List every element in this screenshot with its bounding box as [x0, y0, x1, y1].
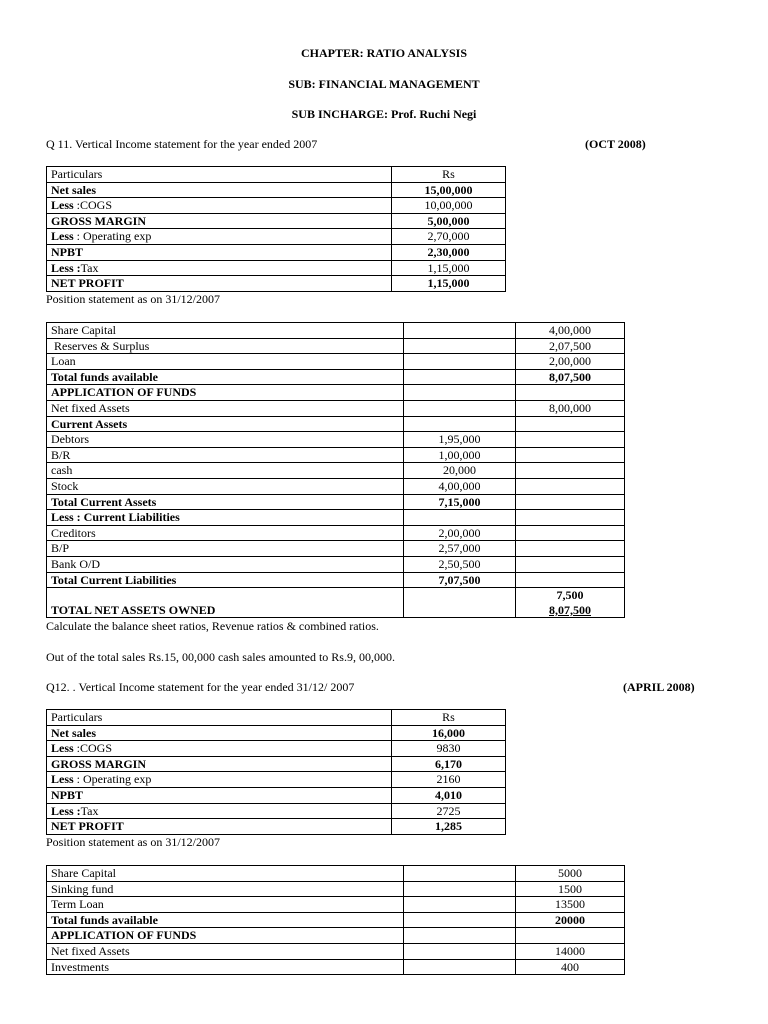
chapter-title: CHAPTER: RATIO ANALYSIS: [300, 46, 468, 60]
net-assets-label: TOTAL NET ASSETS OWNED: [47, 603, 404, 618]
row-value: 2160: [392, 772, 506, 788]
q12-title: Q12. . Vertical Income statement for the year ended 31/12/ 2007: [46, 680, 355, 694]
table-row: [47, 710, 506, 726]
row-mid-value: [404, 385, 516, 401]
row-mid-value: [404, 369, 516, 385]
table-row: [47, 447, 625, 463]
row-label: Total Current Assets: [47, 494, 404, 510]
row-right-value: 8,07,500: [516, 369, 625, 385]
net-assets-value-1: 7,500: [516, 588, 625, 603]
row-mid-value: 2,50,500: [404, 556, 516, 572]
row-mid-value: 1,00,000: [404, 447, 516, 463]
row-right-value: [516, 447, 625, 463]
row-label: Loan: [47, 354, 404, 370]
subject-title: SUB: FINANCIAL MANAGEMENT: [288, 77, 480, 91]
row-label-prefix: Less: [51, 741, 74, 756]
row-label: [47, 741, 392, 757]
row-label: Stock: [47, 478, 404, 494]
row-mid-value: 7,15,000: [404, 494, 516, 510]
row-value: 16,000: [392, 725, 506, 741]
table-row: [47, 338, 625, 354]
row-label: [47, 213, 392, 229]
table-row: [47, 494, 625, 510]
row-label: Bank O/D: [47, 556, 404, 572]
table-row: [47, 741, 506, 757]
table-row: [47, 385, 625, 401]
row-label-text: NPBT: [51, 244, 84, 259]
row-mid-value: [404, 323, 516, 339]
row-label-text: GROSS MARGIN: [51, 756, 147, 771]
table-row: [47, 588, 625, 603]
row-mid-value: 2,00,000: [404, 525, 516, 541]
row-label-text: : Operating exp: [73, 229, 152, 244]
row-value: 1,15,000: [392, 276, 506, 292]
row-label-text: Particulars: [51, 167, 103, 181]
row-value: Rs: [392, 710, 506, 726]
row-value: 1,15,000: [392, 260, 506, 276]
row-label: Total funds available: [47, 369, 404, 385]
row-label: Sinking fund: [47, 881, 404, 897]
q11-instruction-1: Calculate the balance sheet ratios, Revenue ratios & combined ratios.: [46, 619, 379, 633]
row-label: Share Capital: [47, 323, 404, 339]
row-mid-value: 4,00,000: [404, 478, 516, 494]
row-label: B/P: [47, 541, 404, 557]
row-mid-value: [404, 881, 516, 897]
row-label-text: NPBT: [51, 787, 84, 802]
row-label-prefix: Less :: [51, 803, 81, 818]
table-row: [47, 416, 625, 432]
row-value: 6,170: [392, 756, 506, 772]
row-mid-value: 7,07,500: [404, 572, 516, 588]
row-label: Less : Current Liabilities: [47, 510, 404, 526]
table-row: [47, 400, 625, 416]
row-right-value: 4,00,000: [516, 323, 625, 339]
row-label: [47, 167, 392, 183]
table-row: [47, 928, 625, 944]
row-right-value: [516, 572, 625, 588]
table-row: [47, 572, 625, 588]
q11-instruction-2: Out of the total sales Rs.15, 00,000 cash sales amounted to Rs.9, 00,000.: [46, 650, 395, 664]
incharge-title: SUB INCHARGE: Prof. Ruchi Negi: [291, 107, 477, 121]
row-right-value: [516, 463, 625, 479]
table-row: [47, 323, 625, 339]
row-right-value: 2,07,500: [516, 338, 625, 354]
row-value: 4,010: [392, 787, 506, 803]
row-value: Rs: [392, 167, 506, 183]
row-mid-value: [404, 897, 516, 913]
row-right-value: [516, 525, 625, 541]
row-right-value: [516, 478, 625, 494]
row-label-text: : Operating exp: [73, 772, 152, 787]
row-right-value: [516, 556, 625, 572]
row-right-value: 13500: [516, 897, 625, 913]
q11-position-title: Position statement as on 31/12/2007: [46, 292, 220, 306]
row-label: Reserves & Surplus: [47, 338, 404, 354]
row-label-prefix: Less: [51, 198, 74, 213]
row-mid-value: [404, 416, 516, 432]
row-value: 1,285: [392, 819, 506, 835]
table-row: [47, 260, 506, 276]
row-mid-value: 2,57,000: [404, 541, 516, 557]
table-row: [47, 881, 625, 897]
row-right-value: [516, 928, 625, 944]
row-label: Net fixed Assets: [47, 943, 404, 959]
row-label: Debtors: [47, 432, 404, 448]
row-mid-value: [404, 928, 516, 944]
row-label: APPLICATION OF FUNDS: [47, 385, 404, 401]
table-row: [47, 819, 506, 835]
row-right-value: 400: [516, 959, 625, 975]
row-label-prefix: Less :: [51, 260, 81, 275]
row-value: 5,00,000: [392, 213, 506, 229]
row-mid-value: [404, 338, 516, 354]
row-mid-value: 1,95,000: [404, 432, 516, 448]
table-row: [47, 182, 506, 198]
row-label: [47, 819, 392, 835]
table-row: [47, 354, 625, 370]
row-label-text: GROSS MARGIN: [51, 213, 147, 228]
table-row: [47, 943, 625, 959]
row-mid-value: [404, 510, 516, 526]
row-value: 10,00,000: [392, 198, 506, 214]
q12-income-table: [46, 709, 506, 835]
table-row: [47, 463, 625, 479]
table-row: [47, 525, 625, 541]
row-mid-value: 20,000: [404, 463, 516, 479]
row-label: B/R: [47, 447, 404, 463]
row-right-value: [516, 416, 625, 432]
row-label-text: Tax: [80, 260, 99, 275]
table-row: [47, 244, 506, 260]
row-label-text: :COGS: [73, 741, 113, 756]
table-row: [47, 541, 625, 557]
row-label-text: NET PROFIT: [51, 276, 124, 291]
row-label: [47, 725, 392, 741]
row-right-value: 2,00,000: [516, 354, 625, 370]
table-row: [47, 787, 506, 803]
row-mid-value: [404, 866, 516, 882]
table-row: [47, 167, 506, 183]
row-value: 2,30,000: [392, 244, 506, 260]
row-label: [47, 756, 392, 772]
table-row: [47, 556, 625, 572]
row-label: Total Current Liabilities: [47, 572, 404, 588]
row-label: [47, 710, 392, 726]
q11-income-table: [46, 166, 506, 292]
row-label: Investments: [47, 959, 404, 975]
table-row: [47, 912, 625, 928]
row-label: [47, 182, 392, 198]
row-right-value: 5000: [516, 866, 625, 882]
row-right-value: [516, 494, 625, 510]
row-label: Share Capital: [47, 866, 404, 882]
table-row: [47, 510, 625, 526]
row-mid-value: [404, 959, 516, 975]
row-label-text: Net sales: [51, 725, 96, 740]
row-label-text: Net sales: [51, 182, 96, 197]
net-assets-value-2: [516, 603, 625, 618]
table-row: [47, 756, 506, 772]
row-mid-value: [404, 943, 516, 959]
row-value: 15,00,000: [392, 182, 506, 198]
row-label-text: NET PROFIT: [51, 819, 124, 834]
row-value: 2,70,000: [392, 229, 506, 245]
row-label: Term Loan: [47, 897, 404, 913]
row-label: cash: [47, 463, 404, 479]
row-label: [47, 198, 392, 214]
row-label: [47, 772, 392, 788]
row-mid-value: [404, 400, 516, 416]
table-row: [47, 229, 506, 245]
row-right-value: 1500: [516, 881, 625, 897]
row-label: Current Assets: [47, 416, 404, 432]
table-row: [47, 772, 506, 788]
q11-position-table: [46, 322, 625, 618]
row-right-value: [516, 385, 625, 401]
row-value: 9830: [392, 741, 506, 757]
table-row: [47, 478, 625, 494]
row-label: Net fixed Assets: [47, 400, 404, 416]
row-label: APPLICATION OF FUNDS: [47, 928, 404, 944]
row-right-value: [516, 510, 625, 526]
q11-title: Q 11. Vertical Income statement for the year ended 2007: [46, 137, 318, 151]
row-value: 2725: [392, 803, 506, 819]
table-row: [47, 897, 625, 913]
q11-tag: (OCT 2008): [585, 137, 646, 151]
table-row: [47, 959, 625, 975]
row-label: Total funds available: [47, 912, 404, 928]
row-label-text: Tax: [80, 803, 99, 818]
table-row: [47, 725, 506, 741]
table-row: [47, 866, 625, 882]
table-row: [47, 369, 625, 385]
row-label: [47, 276, 392, 292]
row-label-prefix: Less: [51, 229, 74, 244]
table-row: [47, 432, 625, 448]
row-mid-value: [404, 354, 516, 370]
row-right-value: 20000: [516, 912, 625, 928]
table-row: [47, 803, 506, 819]
net-assets-total: 8,07,500: [549, 602, 591, 617]
row-label-prefix: Less: [51, 772, 74, 787]
row-right-value: 8,00,000: [516, 400, 625, 416]
row-label: Creditors: [47, 525, 404, 541]
row-label: [47, 787, 392, 803]
q12-position-table: [46, 865, 625, 975]
q12-tag: (APRIL 2008): [623, 680, 695, 694]
row-right-value: 14000: [516, 943, 625, 959]
row-mid-value: [404, 912, 516, 928]
row-label: [47, 244, 392, 260]
table-row: [47, 213, 506, 229]
q12-position-title: Position statement as on 31/12/2007: [46, 835, 220, 849]
table-row: [47, 198, 506, 214]
row-label: [47, 229, 392, 245]
row-right-value: [516, 432, 625, 448]
table-row: [47, 276, 506, 292]
table-row: [47, 603, 625, 618]
row-label: [47, 803, 392, 819]
row-label: [47, 260, 392, 276]
row-label-text: :COGS: [73, 198, 113, 213]
row-label-text: Particulars: [51, 710, 103, 724]
row-right-value: [516, 541, 625, 557]
